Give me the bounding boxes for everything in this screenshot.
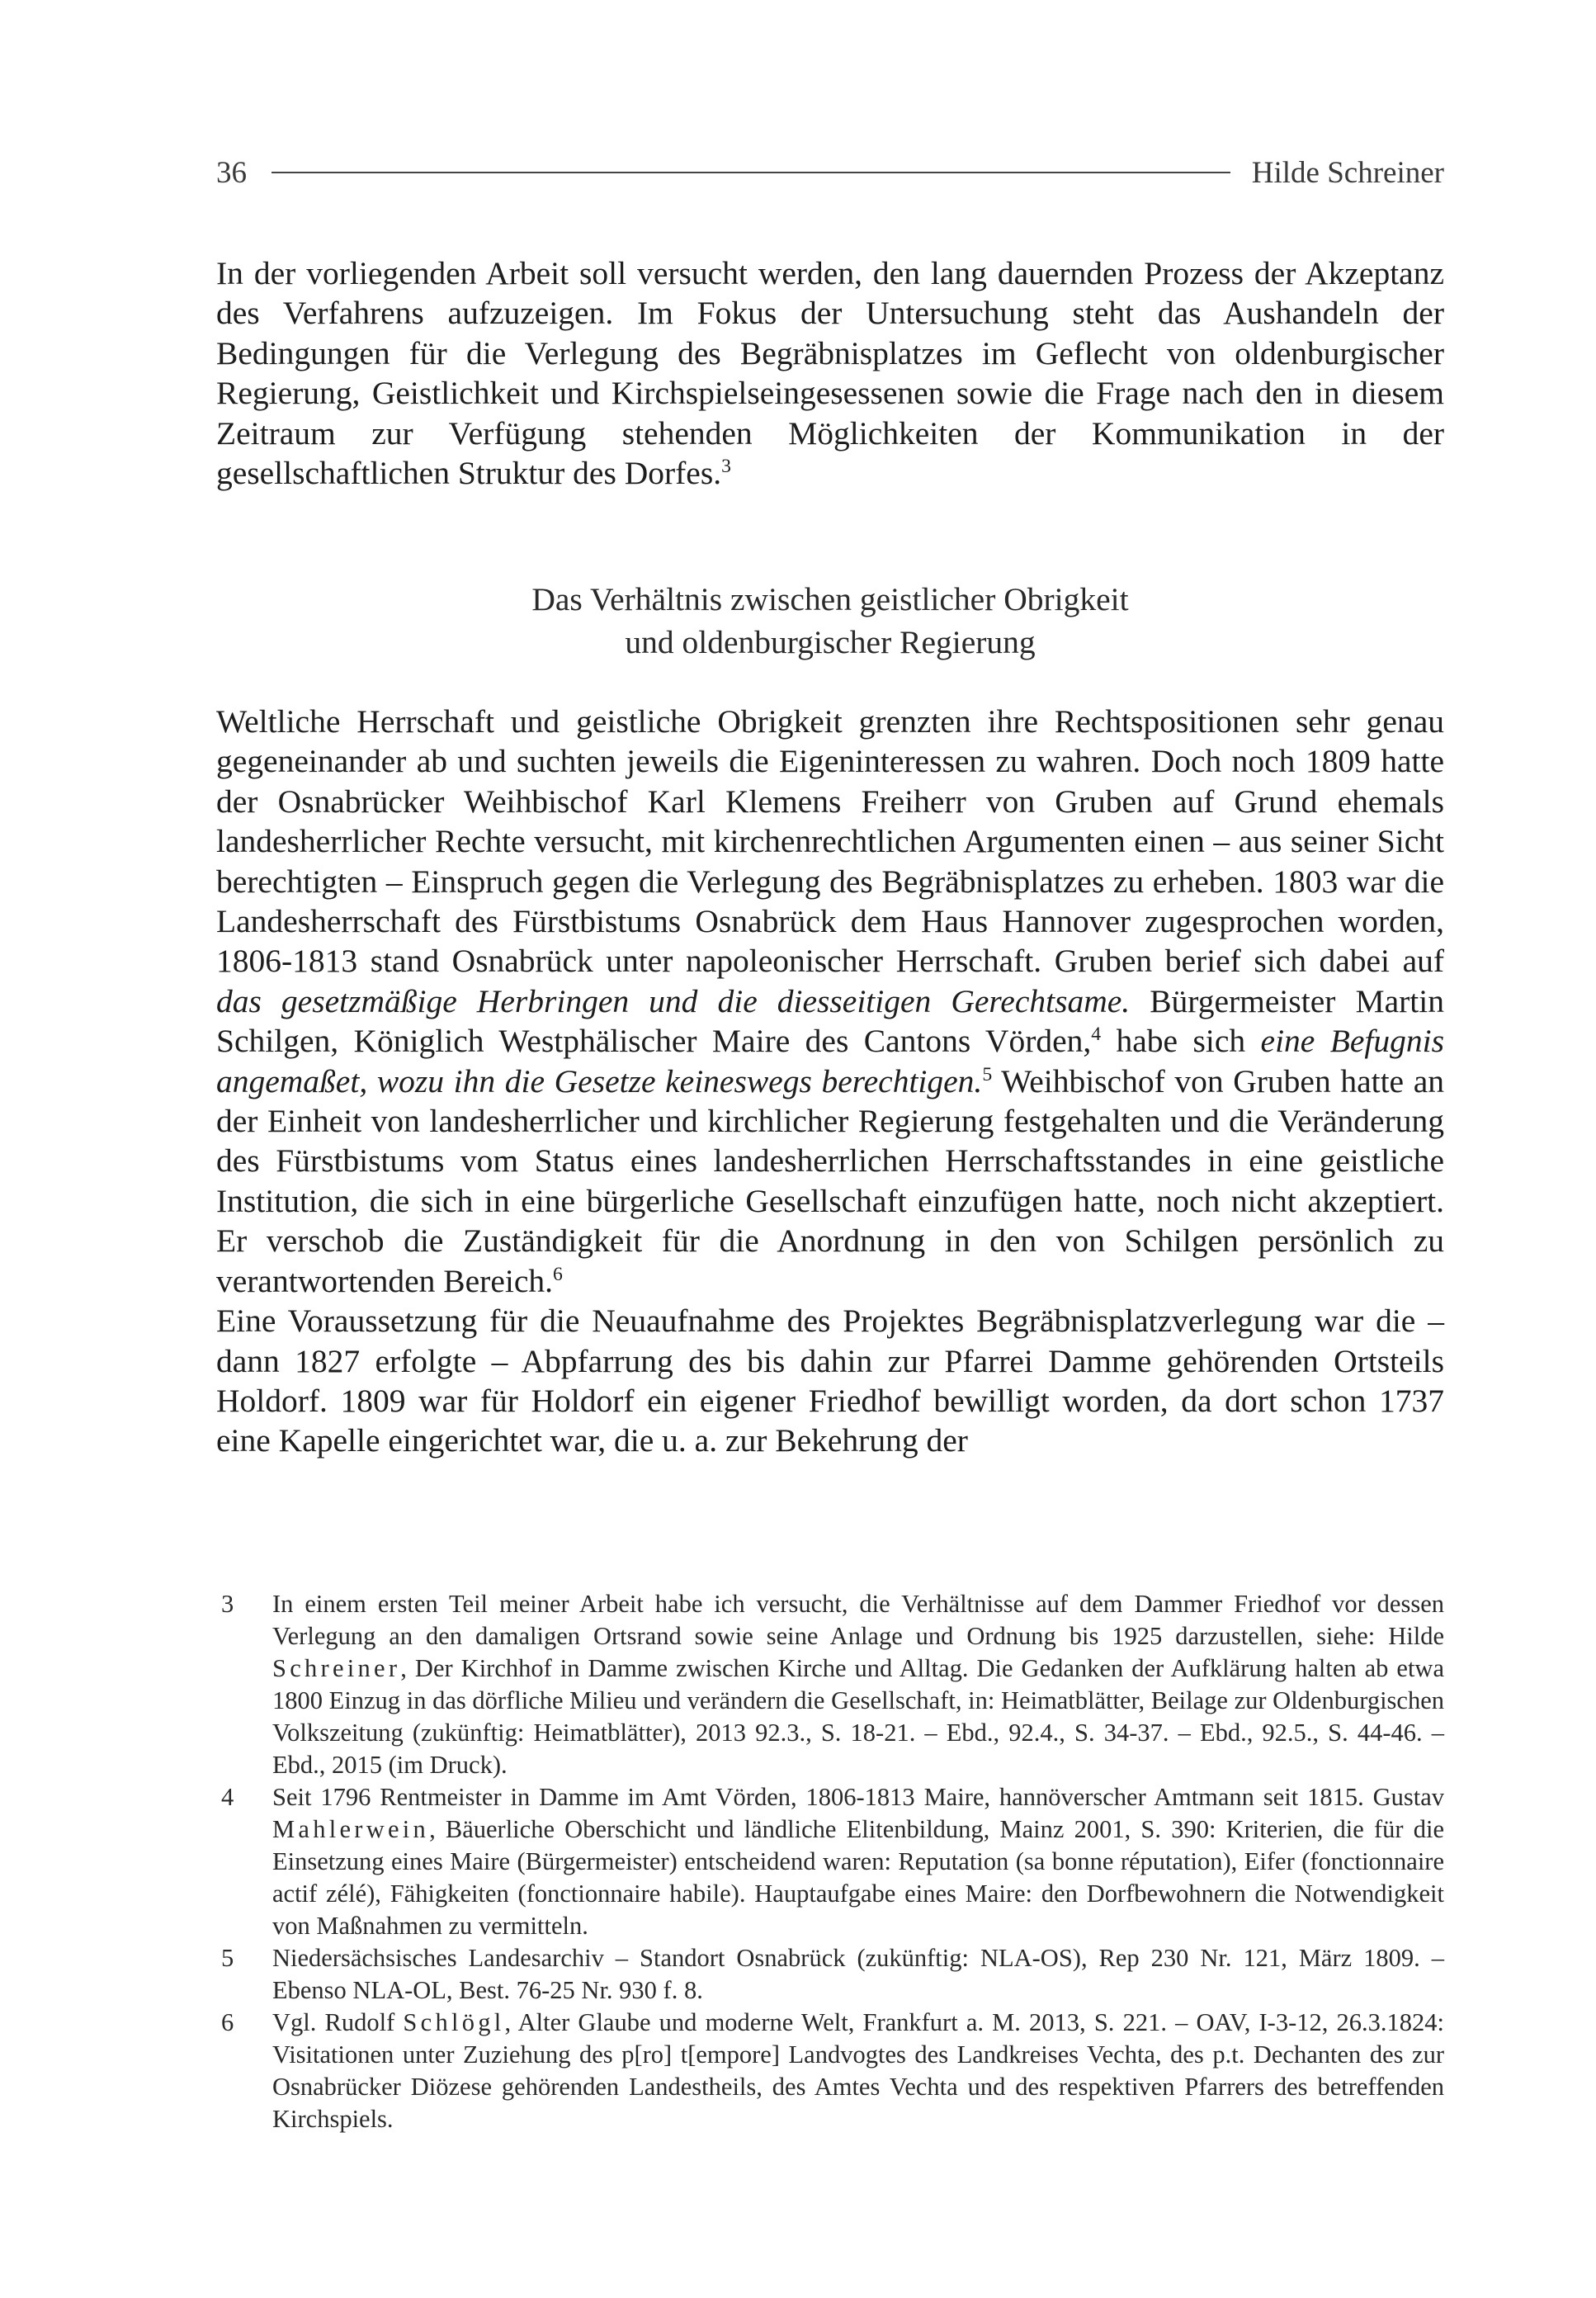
footnote-text-part: , Bäuerliche Oberschicht und ländliche Elitenbildung, Mainz 2001, S. 390: Kriterien, die für die Einsetzung eines Maire (Bürgermeister) entscheidend waren: Reputation (sa bonne réputation), Eifer (fonctionnaire actif zélé), Fähigkeiten (fonctionnaire habile). Hauptaufgabe eines Maire: den Dorfbewohnern die Notwendigkeit von Maßnahmen zu vermitteln. (272, 1815, 1444, 1940)
quote-herbringen: das gesetzmäßige Herbringen und die diesseitigen Gerechtsame. (216, 982, 1131, 1019)
header-rule (272, 172, 1230, 173)
running-head-author: Hilde Schreiner (1251, 155, 1444, 190)
quote-befugnis: eine Befugnis angemaßet, wozu ihn die Gesetze keineswegs berechtigen. (216, 1023, 1444, 1099)
footnote-text (272, 1588, 1444, 1781)
footnote-4 (216, 1781, 1444, 1942)
footnote-text: Niedersächsisches Landesarchiv – Standort Osnabrück (zukünftig: NLA-OS), Rep 230 Nr. 121, März 1809. – Ebenso NLA-OL, Best. 76-25 Nr. 930 f. 8. (272, 1944, 1444, 2004)
footnote-text (272, 1781, 1444, 1942)
footnote-5 (216, 1942, 1444, 2007)
running-head (216, 152, 1444, 193)
footnote-text-part: Vgl. Rudolf (272, 2008, 404, 2036)
section-heading (216, 578, 1444, 664)
paragraph-1-part-a: Weltliche Herrschaft und geistliche Obrigkeit grenzten ihre Rechtspositionen sehr genau gegeneinander ab und suchten jeweils die Eigeninteressen zu wahren. Doch noch 1809 hatte der Osnabrücker Weihbischof Karl Klemens Freiherr von Gruben auf Grund ehemals landesherrlicher Rechte versucht, mit kirchenrechtlichen Argumenten einen – aus seiner Sicht berechtigten – Einspruch gegen die Verlegung des Begräbnisplatzes zu erheben. 1803 war die Landesherrschaft des Fürstbistums Osnabrück dem Haus Hannover zugesprochen worden, 1806-1813 stand Osnabrück unter napoleonischer Herrschaft. Gruben berief sich dabei auf (216, 703, 1444, 980)
footnote-text-part: Seit 1796 Rentmeister in Damme im Amt Vörden, 1806-1813 Maire, hannöverscher Amtmann seit 1815. Gustav (272, 1783, 1444, 1811)
intro-text: In der vorliegenden Arbeit soll versucht werden, den lang dauernden Prozess der Akzeptanz des Verfahrens aufzuzeigen. Im Fokus der Untersuchung steht das Aushandeln der Bedingungen für die Verlegung des Begräbnisplatzes im Geflecht von oldenburgischer Regierung, Geistlichkeit und Kirchspielseingesessenen sowie die Frage nach den in diesem Zeitraum zur Verfügung stehenden Möglichkeiten der Kommunikation in der gesellschaftlichen Struktur des Dorfes. (216, 255, 1444, 492)
footnotes (216, 1588, 1444, 2135)
footnote-ref-6: 6 (552, 1263, 563, 1285)
paragraph-1-part-c: habe sich (1101, 1023, 1261, 1060)
main-text (216, 702, 1444, 1461)
footnote-text-part: In einem ersten Teil meiner Arbeit habe ich versucht, die Verhältnisse auf dem Dammer Friedhof vor dessen Verlegung an den damaligen Ortsrand sowie seine Anlage und Ordnung bis 1925 darzustellen, siehe: Hilde (272, 1590, 1444, 1650)
footnote-text (272, 2007, 1444, 2135)
section-heading-line-1: Das Verhältnis zwischen geistlicher Obrigkeit (531, 581, 1129, 617)
intro-paragraph (216, 253, 1444, 493)
footnote-number: 4 (221, 1783, 234, 1811)
author-name: Schreiner (272, 1654, 401, 1682)
footnote-ref-5: 5 (982, 1063, 993, 1085)
page-number: 36 (216, 155, 247, 190)
author-name: Mahlerwein (272, 1815, 430, 1843)
footnote-text-part: , Der Kirchhof in Damme zwischen Kirche und Alltag. Die Gedanken der Aufklärung halten ab etwa 1800 Einzug in das dörfliche Milieu und verändern die Gesellschaft, in: Heimatblätter, Beilage zur Oldenburgischen Volkszeitung (zukünftig: Heimatblätter), 2013 92.3., S. 18-21. – Ebd., 92.4., S. 34-37. – Ebd., 92.5., S. 44-46. – Ebd., 2015 (im Druck). (272, 1654, 1444, 1779)
paragraph-1-part-d: Weihbischof von Gruben hatte an der Einheit von landesherrlicher und kirchlicher Regierung festgehalten und die Veränderung des Fürstbistums vom Status eines landesherrlichen Herrschaftsstandes in eine geistliche Institution, die sich in eine bürgerliche Gesellschaft einzufügen hatte, noch nicht akzeptiert. Er verschob die Zuständigkeit für die Anordnung in den von Schilgen persönlich zu verantwortenden Bereich. (216, 1062, 1445, 1299)
footnote-6 (216, 2007, 1444, 2135)
author-name: Schlögl (403, 2008, 505, 2036)
footnote-ref-3: 3 (721, 455, 731, 477)
footnote-text-part: , Alter Glaube und moderne Welt, Frankfurt a. M. 2013, S. 221. – OAV, I-3-12, 26.3.1824: Visitationen unter Zuziehung des p[ro] t[empore] Landvogtes des Landkreises Vechta, des p.t. Dechanten des zur Osnabrücker Diözese gehörenden Landestheils, des Amtes Vechta und des respektiven Pfarrers des betreffenden Kirchspiels. (272, 2008, 1444, 2133)
footnote-number: 3 (221, 1590, 234, 1618)
paragraph-1-part-b: Bürgermeister Martin Schilgen, Königlich Westphälischer Maire des Cantons Vörden, (216, 982, 1444, 1060)
footnote-number: 5 (221, 1944, 234, 1972)
paragraph-1 (216, 702, 1444, 1301)
footnote-number: 6 (221, 2008, 234, 2036)
footnote-3 (216, 1588, 1444, 1781)
section-heading-line-2: und oldenburgischer Regierung (625, 624, 1036, 660)
footnote-ref-4: 4 (1091, 1024, 1102, 1046)
paragraph-2: Eine Voraussetzung für die Neuaufnahme des Projektes Begräbnisplatzverlegung war die – dann 1827 erfolgte – Abpfarrung des bis dahin zur Pfarrei Damme gehörenden Ortsteils Holdorf. 1809 war für Holdorf ein eigener Friedhof bewilligt worden, da dort schon 1737 eine Kapelle eingerichtet war, die u. a. zur Bekehrung der (216, 1303, 1444, 1459)
